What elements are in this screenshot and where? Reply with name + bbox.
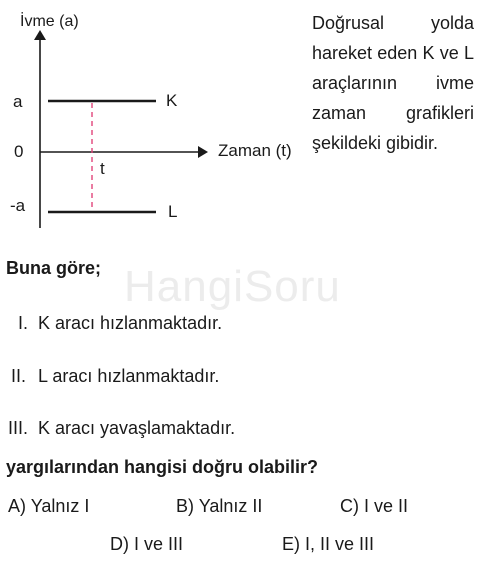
option-letter: D) bbox=[110, 534, 129, 554]
option-letter: C) bbox=[340, 496, 359, 516]
option-text: I, II ve III bbox=[305, 534, 375, 554]
statement-text: K aracı hızlanmaktadır. bbox=[38, 313, 223, 333]
option-text: Yalnız I bbox=[30, 496, 90, 516]
statement-number: II. bbox=[10, 366, 26, 386]
option-text: I ve III bbox=[134, 534, 184, 554]
option-d[interactable] bbox=[110, 533, 183, 555]
statement-number: III. bbox=[7, 418, 28, 438]
prompt-text: Buna göre; bbox=[6, 258, 102, 278]
x-axis-label: Zaman (t) bbox=[218, 141, 292, 160]
line-l-label: L bbox=[168, 202, 178, 221]
line-k-label: K bbox=[166, 91, 178, 110]
option-b[interactable] bbox=[176, 495, 262, 517]
option-letter: A) bbox=[8, 496, 26, 516]
tick-a-label: a bbox=[13, 92, 23, 111]
option-letter: E) bbox=[282, 534, 300, 554]
option-letter: B) bbox=[176, 496, 194, 516]
question-intro: Doğrusal yolda hareket eden K ve L araçlarının ivme zaman grafikleri şekildeki gibidir. bbox=[312, 13, 474, 153]
question-text: yargılarından hangisi doğru olabilir? bbox=[6, 457, 319, 477]
acceleration-time-graph bbox=[0, 0, 300, 230]
option-a[interactable] bbox=[8, 495, 89, 517]
tick-zero-label: 0 bbox=[14, 142, 24, 161]
x-axis-arrow bbox=[198, 146, 208, 158]
option-c[interactable] bbox=[340, 495, 408, 517]
option-text: Yalnız II bbox=[198, 496, 263, 516]
y-axis-label: İvme (a) bbox=[20, 13, 79, 30]
t-label: t bbox=[100, 159, 105, 178]
tick-minus-a-label: -a bbox=[10, 196, 26, 215]
watermark: HangiSoru bbox=[124, 262, 341, 311]
statement-number: I. bbox=[17, 313, 28, 333]
option-e[interactable] bbox=[282, 533, 374, 555]
option-text: I ve II bbox=[364, 496, 409, 516]
graph-svg bbox=[0, 0, 300, 230]
statement-text: L aracı hızlanmaktadır. bbox=[38, 366, 220, 386]
statement-text: K aracı yavaşlamaktadır. bbox=[38, 418, 236, 438]
